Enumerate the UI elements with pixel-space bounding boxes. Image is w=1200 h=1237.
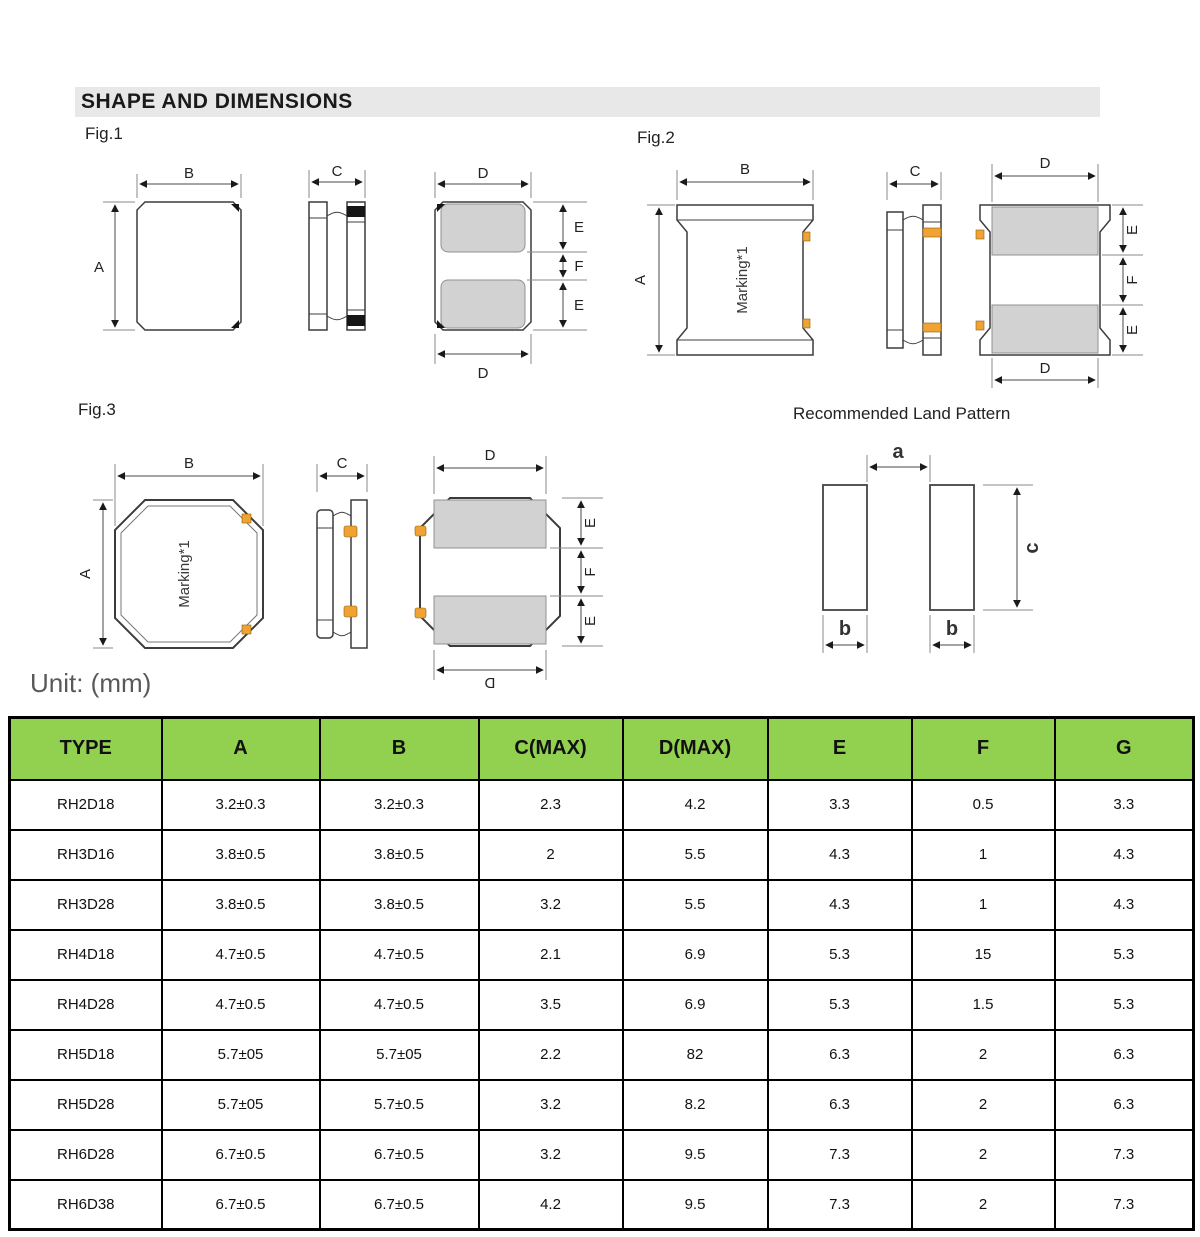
cell-g: 4.3 — [1055, 880, 1194, 930]
table-row — [10, 780, 1194, 830]
cell-g: 7.3 — [1055, 1130, 1194, 1180]
dim-label-E-top: E — [582, 517, 599, 529]
table-row — [10, 1080, 1194, 1130]
cell-f: 2 — [912, 1130, 1055, 1180]
fig3-label: Fig.3 — [78, 400, 116, 419]
cell-g: 6.3 — [1055, 1030, 1194, 1080]
dim-label-D-top: D — [484, 447, 496, 464]
cell-g: 5.3 — [1055, 930, 1194, 980]
cell-f: 15 — [912, 930, 1055, 980]
fig1-side-view — [309, 163, 365, 330]
dim-label-D-bottom: D — [1039, 360, 1051, 377]
table-row — [10, 1180, 1194, 1230]
dim-label-A: A — [632, 274, 649, 286]
dim-label-E-top: E — [573, 219, 585, 236]
fig2-drawing — [632, 140, 1145, 395]
cell-a: 5.7±05 — [162, 1080, 320, 1130]
dim-label-C: C — [336, 455, 348, 472]
dim-label-B: B — [739, 161, 751, 178]
dim-label-D-bottom: D — [477, 365, 489, 382]
land-pattern-title: Recommended Land Pattern — [793, 404, 1011, 423]
cell-f: 2 — [912, 1080, 1055, 1130]
cell-e: 4.3 — [768, 880, 912, 930]
fig2-pad-view — [976, 155, 1143, 388]
cell-g: 7.3 — [1055, 1180, 1194, 1230]
cell-g: 5.3 — [1055, 980, 1194, 1030]
cell-e: 6.3 — [768, 1030, 912, 1080]
cell-g: 6.3 — [1055, 1080, 1194, 1130]
column-header-a: A — [162, 718, 320, 780]
cell-a: 5.7±05 — [162, 1030, 320, 1080]
cell-g: 3.3 — [1055, 780, 1194, 830]
cell-type: RH4D18 — [10, 930, 162, 980]
fig1-label: Fig.1 — [85, 124, 123, 143]
column-header-cmax: C(MAX) — [479, 718, 623, 780]
dim-label-D-top: D — [477, 165, 489, 182]
cell-d: 8.2 — [623, 1080, 768, 1130]
fig2-front-view — [632, 161, 813, 355]
dim-label-F: F — [1124, 275, 1141, 285]
cell-type: RH5D28 — [10, 1080, 162, 1130]
marking-text: Marking*1 — [734, 246, 751, 314]
cell-type: RH5D18 — [10, 1030, 162, 1080]
dim-label-F: F — [574, 258, 584, 275]
cell-f: 1.5 — [912, 980, 1055, 1030]
cell-e: 5.3 — [768, 930, 912, 980]
cell-f: 0.5 — [912, 780, 1055, 830]
table-row — [10, 930, 1194, 980]
dim-label-E-top: E — [1124, 224, 1141, 236]
dim-label-a: a — [892, 441, 904, 463]
cell-b: 5.7±05 — [320, 1030, 479, 1080]
cell-c: 3.2 — [479, 880, 623, 930]
marking-text: Marking*1 — [176, 540, 193, 608]
table-row — [10, 1030, 1194, 1080]
cell-d: 9.5 — [623, 1180, 768, 1230]
land-pad-right — [930, 485, 974, 610]
column-header-type: TYPE — [10, 718, 162, 780]
cell-b: 4.7±0.5 — [320, 980, 479, 1030]
dim-label-E-bottom: E — [573, 297, 585, 314]
cell-type: RH4D28 — [10, 980, 162, 1030]
dim-label-B: B — [183, 165, 195, 182]
cell-type: RH2D18 — [10, 780, 162, 830]
cell-type: RH3D28 — [10, 880, 162, 930]
cell-b: 5.7±0.5 — [320, 1080, 479, 1130]
cell-type: RH6D38 — [10, 1180, 162, 1230]
fig1-front-view — [94, 165, 241, 330]
dim-label-D-bottom: D — [484, 674, 496, 691]
cell-d: 6.9 — [623, 980, 768, 1030]
cell-c: 3.2 — [479, 1130, 623, 1180]
land-pad-left — [823, 485, 867, 610]
cell-e: 3.3 — [768, 780, 912, 830]
cell-f: 1 — [912, 880, 1055, 930]
cell-d: 4.2 — [623, 780, 768, 830]
dim-label-F: F — [582, 567, 599, 577]
dim-label-E-bottom: E — [1124, 324, 1141, 336]
cell-e: 7.3 — [768, 1130, 912, 1180]
fig1-pad-view — [435, 165, 587, 382]
table-row — [10, 830, 1194, 880]
section-title: SHAPE AND DIMENSIONS — [75, 87, 1100, 117]
table-header-row — [10, 718, 1194, 780]
cell-b: 3.8±0.5 — [320, 830, 479, 880]
cell-c: 3.5 — [479, 980, 623, 1030]
cell-c: 4.2 — [479, 1180, 623, 1230]
dim-label-A: A — [93, 259, 105, 276]
cell-f: 2 — [912, 1180, 1055, 1230]
cell-a: 6.7±0.5 — [162, 1180, 320, 1230]
column-header-b: B — [320, 718, 479, 780]
fig3-drawing — [77, 430, 605, 691]
fig3-pad-view — [415, 447, 603, 691]
fig3-side-view — [317, 455, 367, 648]
fig2-label: Fig.2 — [637, 128, 675, 147]
cell-b: 6.7±0.5 — [320, 1180, 479, 1230]
cell-d: 82 — [623, 1030, 768, 1080]
dim-label-C: C — [909, 163, 921, 180]
table-row — [10, 1130, 1194, 1180]
cell-a: 3.8±0.5 — [162, 830, 320, 880]
cell-c: 2 — [479, 830, 623, 880]
dim-label-A: A — [77, 568, 94, 580]
cell-c: 2.2 — [479, 1030, 623, 1080]
dim-label-c: c — [1021, 542, 1043, 554]
cell-a: 6.7±0.5 — [162, 1130, 320, 1180]
unit-label: Unit: (mm) — [30, 668, 152, 698]
cell-a: 4.7±0.5 — [162, 980, 320, 1030]
fig1-drawing — [85, 152, 610, 390]
column-header-e: E — [768, 718, 912, 780]
cell-f: 1 — [912, 830, 1055, 880]
land-pattern-drawing — [795, 425, 1085, 675]
column-header-dmax: D(MAX) — [623, 718, 768, 780]
fig2-side-view — [887, 163, 941, 355]
cell-g: 4.3 — [1055, 830, 1194, 880]
cell-d: 5.5 — [623, 830, 768, 880]
dimensions-table — [8, 716, 1195, 1231]
table-row — [10, 880, 1194, 930]
cell-c: 2.1 — [479, 930, 623, 980]
dim-label-C: C — [331, 163, 343, 180]
cell-f: 2 — [912, 1030, 1055, 1080]
cell-b: 3.2±0.3 — [320, 780, 479, 830]
fig3-front-view — [77, 455, 263, 648]
table-row — [10, 980, 1194, 1030]
cell-b: 4.7±0.5 — [320, 930, 479, 980]
cell-type: RH6D28 — [10, 1130, 162, 1180]
cell-e: 6.3 — [768, 1080, 912, 1130]
cell-d: 6.9 — [623, 930, 768, 980]
cell-e: 7.3 — [768, 1180, 912, 1230]
cell-a: 3.8±0.5 — [162, 880, 320, 930]
dim-label-B: B — [183, 455, 195, 472]
column-header-f: F — [912, 718, 1055, 780]
cell-b: 6.7±0.5 — [320, 1130, 479, 1180]
dim-label-b-left: b — [838, 618, 852, 640]
cell-d: 5.5 — [623, 880, 768, 930]
dim-label-D-top: D — [1039, 155, 1051, 172]
cell-e: 5.3 — [768, 980, 912, 1030]
cell-a: 4.7±0.5 — [162, 930, 320, 980]
cell-c: 2.3 — [479, 780, 623, 830]
cell-b: 3.8±0.5 — [320, 880, 479, 930]
cell-d: 9.5 — [623, 1130, 768, 1180]
cell-c: 3.2 — [479, 1080, 623, 1130]
dim-label-E-bottom: E — [582, 615, 599, 627]
dim-label-b-right: b — [945, 618, 959, 640]
cell-type: RH3D16 — [10, 830, 162, 880]
cell-e: 4.3 — [768, 830, 912, 880]
cell-a: 3.2±0.3 — [162, 780, 320, 830]
column-header-g: G — [1055, 718, 1194, 780]
